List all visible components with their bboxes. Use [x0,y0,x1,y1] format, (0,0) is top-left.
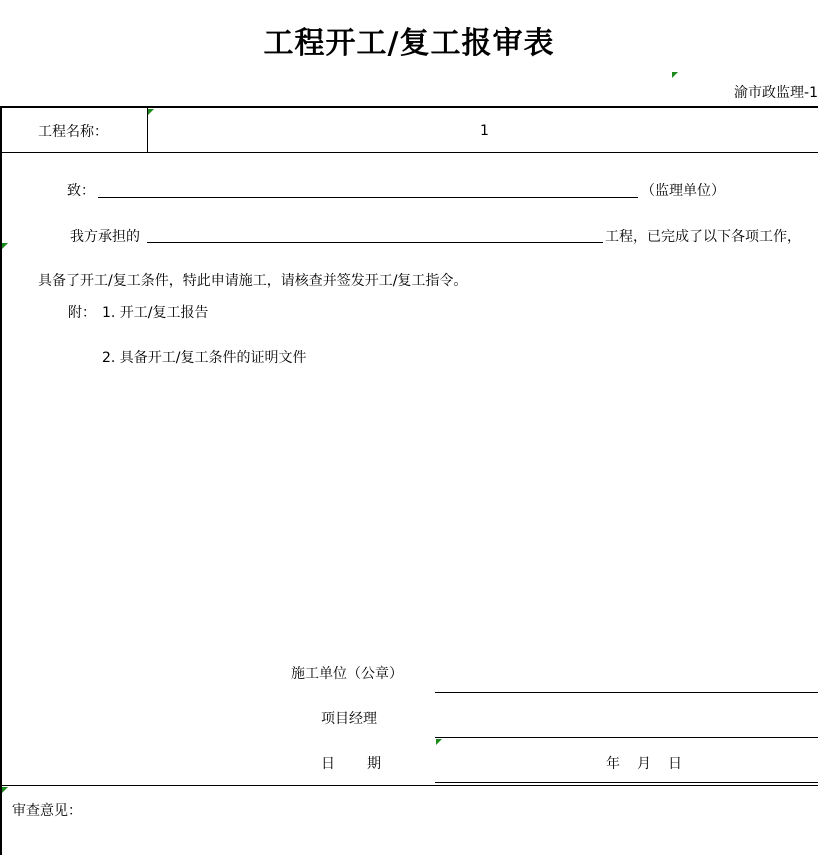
review-opinion-label: 审查意见： [12,803,82,819]
attachment-label: 附： [68,305,96,321]
date-year-label: 年 [606,756,620,772]
undertake-prefix: 我方承担的 [70,229,140,245]
date-label-day-char: 日 [321,756,335,772]
contractor-label: 施工单位（公章） [291,666,403,682]
page-title: 工程开工/复工报审表 [263,26,555,61]
table-left-border [0,106,2,855]
cell-comment-marker [672,72,678,78]
cell-comment-marker [2,243,8,249]
cell-comment-marker [148,109,154,115]
application-statement: 具备了开工/复工条件，特此申请施工，请核查并签发开工/复工指令。 [38,273,468,289]
supervisor-unit-field[interactable] [98,197,638,198]
date-month-label: 月 [637,756,651,772]
project-manager-label: 项目经理 [321,711,377,727]
supervisor-unit-hint: （监理单位） [641,183,725,199]
review-row-top-border [0,785,818,786]
attachment-item: 2. 具备开工/复工条件的证明文件 [102,350,307,366]
to-label: 致： [67,183,95,199]
attachment-item: 1. 开工/复工报告 [102,305,209,321]
table-top-border [0,106,818,108]
cell-comment-marker [436,739,442,745]
name-row-bottom-border [0,152,818,153]
date-label-period-char: 期 [367,756,381,772]
date-day-label: 日 [668,756,682,772]
form-code: 渝市政监理-1 [734,85,818,101]
contractor-seal-field[interactable] [435,692,818,693]
project-name-value[interactable]: 1 [480,123,489,139]
date-field[interactable] [435,782,818,783]
project-name-label: 工程名称： [38,124,108,140]
cell-comment-marker [2,787,8,793]
undertake-suffix: 工程，已完成了以下各项工作， [605,229,801,245]
project-manager-field[interactable] [435,737,818,738]
undertaken-project-field[interactable] [147,242,603,243]
